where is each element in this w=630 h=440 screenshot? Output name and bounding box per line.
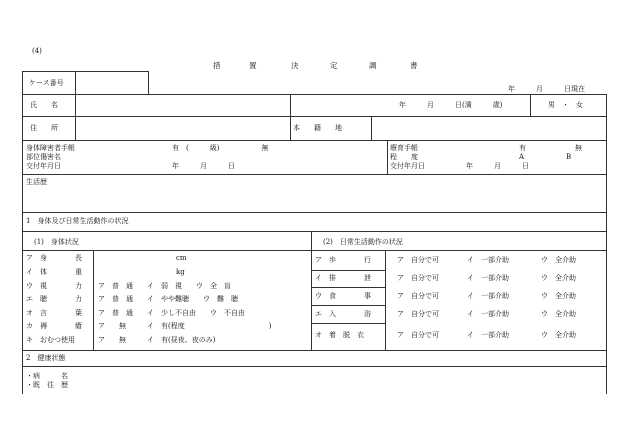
physical-issued-value[interactable]: 年 月 日 (172, 162, 235, 170)
daily-row-line (311, 270, 385, 271)
toileting-label: イ 排 泄 (315, 274, 371, 282)
case-number-field[interactable] (77, 73, 146, 92)
health-field[interactable] (90, 369, 604, 393)
diaper-label: キ おむつ使用 (26, 336, 75, 344)
rehab-handbook-label: 療育手帳 (390, 144, 418, 152)
rehab-handbook-value[interactable]: 有 無 (519, 144, 582, 152)
daily-label-divider (385, 250, 386, 350)
handbook-divider (387, 140, 388, 174)
rehab-issued-label: 交付年月日 (390, 162, 425, 170)
dressing-option-partial[interactable]: イ 一部介助 (467, 331, 509, 339)
date-current: 年 月 日現在 (508, 85, 585, 93)
weight-unit[interactable]: kg (176, 268, 185, 276)
title-char: 調 (369, 61, 377, 70)
title-char: 書 (410, 61, 418, 70)
address-mid-divider (290, 116, 291, 140)
form-number: (4) (32, 47, 42, 55)
diaper-options[interactable]: ア 無 イ 有(昼夜、夜のみ) (98, 336, 216, 344)
section2-heading: 2 健康状態 (26, 354, 66, 362)
bathing-label: エ 入 浴 (315, 310, 371, 318)
body-status-heading: (1) 身体状況 (34, 238, 79, 246)
daily-row-line (311, 323, 385, 324)
table-right-line (606, 94, 607, 394)
section1-heading: 1 身体及び日常生活動作の状況 (26, 217, 129, 225)
life-history-label: 生活歴 (26, 178, 47, 186)
bathing-option-full[interactable]: ウ 全介助 (541, 310, 576, 318)
vision-label: ウ 視 力 (26, 282, 82, 290)
title-char: 措 (213, 61, 221, 70)
toileting-option-full[interactable]: ウ 全介助 (541, 274, 576, 282)
gender-label[interactable]: 男 ・ 女 (548, 101, 583, 109)
title-char: 定 (330, 61, 338, 70)
eating-option-full[interactable]: ウ 全介助 (541, 292, 576, 300)
physical-issued-label: 交付年月日 (26, 162, 61, 170)
vision-options[interactable]: ア 普 通 イ 弱 視 ウ 全 盲 (98, 282, 231, 290)
rehab-level-value[interactable]: A B (519, 153, 572, 161)
case-box-right (148, 71, 149, 94)
case-box-divider (75, 71, 76, 94)
daily-activity-heading: (2) 日常生活動作の状況 (323, 238, 403, 246)
walking-option-full[interactable]: ウ 全介助 (541, 256, 576, 264)
name-label: 氏 名 (30, 101, 58, 109)
honseki-field[interactable] (373, 118, 604, 138)
walking-label: ア 歩 行 (315, 256, 371, 264)
height-label: ア 身 長 (26, 254, 82, 262)
eating-option-self[interactable]: ア 自分で可 (397, 292, 439, 300)
honseki-divider (371, 116, 372, 140)
weight-label: イ 体 重 (26, 268, 82, 276)
eating-option-partial[interactable]: イ 一部介助 (467, 292, 509, 300)
rehab-issued-value[interactable]: 年 月 日 (466, 162, 529, 170)
dressing-label: オ 着 脱 衣 (315, 331, 364, 339)
dressing-option-self[interactable]: ア 自分で可 (397, 331, 439, 339)
birth-date-label: 年 月 日(満 歳) (399, 101, 503, 109)
part-injury-label: 部位傷害名 (26, 153, 61, 161)
address-divider (75, 116, 76, 140)
hearing-label: エ 聴 力 (26, 295, 82, 303)
bathing-option-partial[interactable]: イ 一部介助 (467, 310, 509, 318)
honseki-label: 本 籍 地 (293, 124, 342, 132)
toileting-option-partial[interactable]: イ 一部介助 (467, 274, 509, 282)
row-line (22, 350, 606, 351)
body-label-divider (93, 250, 94, 350)
case-number-label: ケース番号 (29, 79, 64, 87)
daily-row-line (311, 287, 385, 288)
row-line (22, 116, 606, 117)
address-field[interactable] (77, 118, 288, 138)
row-line (22, 212, 606, 213)
life-history-field[interactable] (24, 188, 604, 210)
name-mid-divider (290, 94, 291, 116)
rehab-level-label: 程 度 (390, 153, 418, 161)
title-char: 決 (291, 61, 299, 70)
name-divider (75, 94, 76, 116)
physical-handbook-label: 身体障害者手帳 (26, 144, 75, 152)
bedsore-label: カ 褥 瘡 (26, 322, 82, 330)
table-top-line (22, 94, 606, 95)
eating-label: ウ 食 事 (315, 292, 371, 300)
gender-divider (530, 94, 531, 116)
speech-label: オ 言 葉 (26, 309, 82, 317)
title-char: 置 (249, 61, 257, 70)
bedsore-options[interactable]: ア 無 イ 有(程度 ) (98, 322, 272, 330)
table-left-line (22, 94, 23, 394)
toileting-option-self[interactable]: ア 自分で可 (397, 274, 439, 282)
address-label: 住 所 (30, 124, 58, 132)
medical-history-label: ・既 往 歴 (26, 381, 68, 389)
hearing-options[interactable]: ア 普 通 イ やや難聴 ウ 難 聴 (98, 295, 238, 303)
walking-option-self[interactable]: ア 自分で可 (397, 256, 439, 264)
physical-handbook-value[interactable]: 有 ( 級) 無 (172, 144, 269, 152)
bathing-option-self[interactable]: ア 自分で可 (397, 310, 439, 318)
daily-row-line (311, 305, 385, 306)
disease-label: ・病 名 (26, 372, 68, 380)
row-line (22, 140, 606, 141)
section1-mid-divider (311, 231, 312, 350)
row-line (22, 366, 606, 367)
speech-options[interactable]: ア 普 通 イ 少し不自由 ウ 不自由 (98, 309, 245, 317)
row-line (22, 250, 606, 251)
case-box-left (22, 71, 23, 94)
walking-option-partial[interactable]: イ 一部介助 (467, 256, 509, 264)
height-unit[interactable]: cm (176, 254, 187, 262)
dressing-option-full[interactable]: ウ 全介助 (541, 331, 576, 339)
row-line (22, 231, 606, 232)
case-box-top (22, 71, 149, 72)
row-line (22, 174, 606, 175)
name-field[interactable] (77, 96, 288, 114)
